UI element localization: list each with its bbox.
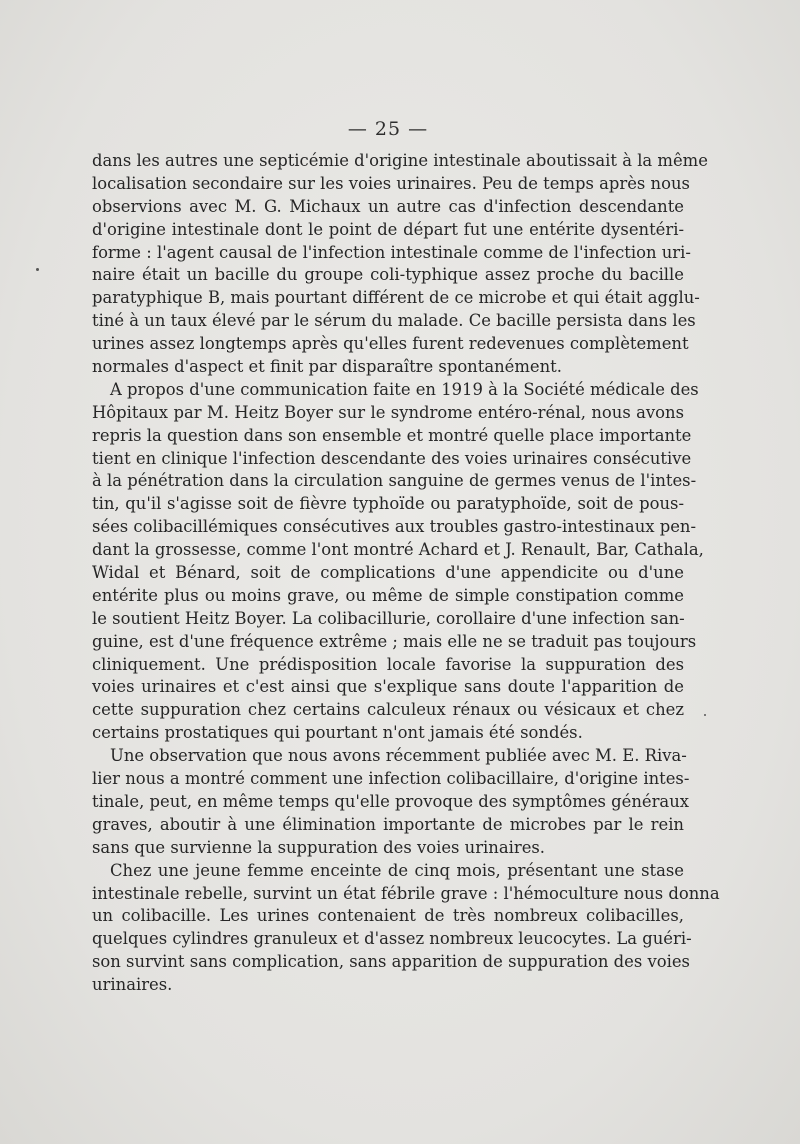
text-line: urinaires. — [92, 975, 173, 995]
body-text — [92, 150, 720, 997]
text-line: entérite plus ou moins grave, ou même de simple constipation comme — [92, 585, 684, 605]
text-line: certains prostatiques qui pourtant n'ont jamais été sondés. — [92, 723, 583, 743]
text-line: tiné à un taux élevé par le sérum du malade. Ce bacille persista dans les — [92, 311, 696, 331]
text-line: Hôpitaux par M. Heitz Boyer sur le syndrome entéro-rénal, nous avons — [92, 402, 684, 422]
text-line: paratyphique B, mais pourtant différent de ce microbe et qui était agglu- — [92, 288, 700, 308]
text-line: à la pénétration dans la circulation sanguine de germes venus de l'intes- — [92, 471, 697, 491]
text-line: quelques cylindres granuleux et d'assez nombreux leucocytes. La guéri- — [92, 929, 692, 949]
paragraph — [92, 150, 708, 379]
text-line: le soutient Heitz Boyer. La colibacillurie, corollaire d'une infection san- — [92, 608, 685, 628]
text-line: normales d'aspect et finit par disparaître spontanément. — [92, 357, 562, 377]
text-line: Widal et Bénard, soit de complications d'une appendicite ou d'une — [92, 563, 684, 583]
text-line: tin, qu'il s'agisse soit de fièvre typhoïde ou paratyphoïde, soit de pous- — [92, 494, 684, 514]
text-line: urines assez longtemps après qu'elles furent redevenues complètement — [92, 334, 689, 354]
text-line: repris la question dans son ensemble et montré quelle place importante — [92, 425, 692, 445]
text-line: cliniquement. Une prédisposition locale favorise la suppuration des — [92, 654, 684, 674]
text-line: un colibacille. Les urines contenaient de très nombreux colibacilles, — [92, 906, 684, 926]
text-line: forme : l'agent causal de l'infection intestinale comme de l'infection uri- — [92, 242, 691, 262]
text-line: dant la grossesse, comme l'ont montré Achard et J. Renault, Bar, Cathala, — [92, 540, 704, 560]
text-line: lier nous a montré comment une infection colibacillaire, d'origine intes- — [92, 769, 690, 789]
text-line: voies urinaires et c'est ainsi que s'explique sans doute l'apparition de — [92, 677, 684, 697]
ink-speck — [36, 268, 39, 271]
text-line: d'origine intestinale dont le point de départ fut une entérite dysentéri- — [92, 219, 684, 239]
paragraph — [92, 860, 720, 997]
text-line: A propos d'une communication faite en 1919 à la Société médicale des — [110, 379, 699, 399]
text-line: tient en clinique l'infection descendante des voies urinaires consécutive — [92, 448, 692, 468]
text-line: dans les autres une septicémie d'origine intestinale aboutissait à la même — [92, 151, 708, 170]
text-line: sans que survienne la suppuration des voies urinaires. — [92, 837, 546, 857]
ink-speck — [704, 714, 706, 716]
text-line: tinale, peut, en même temps qu'elle provoque des symptômes généraux — [92, 791, 690, 811]
text-line: guine, est d'une fréquence extrême ; mais elle ne se traduit pas toujours — [92, 631, 697, 651]
text-line: cette suppuration chez certains calculeux rénaux ou vésicaux et chez — [92, 700, 684, 720]
text-line: localisation secondaire sur les voies urinaires. Peu de temps après nous — [92, 173, 690, 193]
page-number: — 25 — — [347, 118, 429, 140]
text-line: Une observation que nous avons récemment publiée avec M. E. Riva- — [110, 746, 687, 766]
text-line: sées colibacillémiques consécutives aux troubles gastro-intestinaux pen- — [92, 517, 696, 537]
paragraph — [92, 379, 704, 745]
text-line: graves, aboutir à une élimination importante de microbes par le rein — [92, 814, 684, 834]
text-line: naire était un bacille du groupe coli-typhique assez proche du bacille — [92, 265, 684, 285]
text-line: intestinale rebelle, survint un état fébrile grave : l'hémoculture nous donna — [92, 883, 720, 903]
text-line: Chez une jeune femme enceinte de cinq mois, présentant une stase — [110, 860, 684, 880]
text-line: observions avec M. G. Michaux un autre cas d'infection descendante — [92, 196, 684, 216]
text-line: son survint sans complication, sans apparition de suppuration des voies — [92, 952, 690, 972]
paragraph — [92, 745, 690, 859]
